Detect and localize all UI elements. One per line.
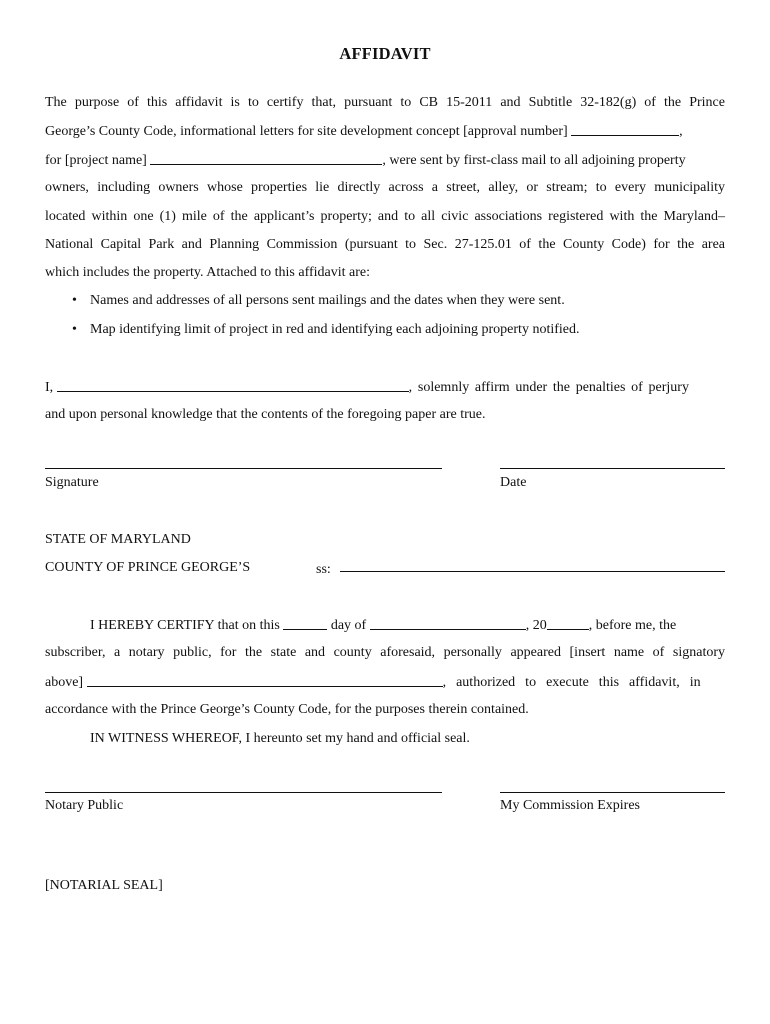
certify-line2: subscriber, a notary public, for the state and county aforesaid, personally appeared [insert name of signatory	[45, 645, 725, 660]
affiant-name-blank[interactable]	[57, 377, 409, 392]
commission-expiry-line[interactable]	[500, 792, 725, 793]
signatory-name-blank[interactable]	[87, 672, 443, 687]
county-label: COUNTY OF PRINCE GEORGE’S	[45, 560, 251, 575]
day-blank[interactable]	[283, 615, 327, 630]
para1-line3-text: for [project name]	[45, 153, 147, 168]
para1-line6: National Capital Park and Planning Commission (pursuant to Sec. 27-125.01 of the County Code) for the area	[45, 237, 725, 252]
signature-line[interactable]	[45, 468, 442, 469]
para1-line7: which includes the property. Attached to this affidavit are:	[45, 265, 371, 280]
bullet-text-2: Map identifying limit of project in red and identifying each adjoining property notified.	[90, 322, 580, 337]
certify-line1	[90, 615, 725, 635]
state-label: STATE OF MARYLAND	[45, 532, 191, 547]
certify-tail: , authorized to execute this affidavit, in	[442, 675, 701, 690]
notary-signature-line[interactable]	[45, 792, 442, 793]
bullet-icon: •	[72, 293, 77, 308]
affirm-tail: , solemnly affirm under the penalties of perjury	[408, 380, 689, 395]
commission-label: My Commission Expires	[500, 798, 641, 813]
ss-label: ss:	[316, 562, 331, 577]
para1-line2-text: George’s County Code, informational letters for site development concept [approval number]	[45, 124, 568, 139]
bullet-icon: •	[72, 322, 77, 337]
date-label: Date	[500, 475, 527, 490]
bullet-item-2	[72, 320, 580, 340]
para1-line2-comma: ,	[679, 124, 683, 139]
para1-line5: located within one (1) mile of the applicant’s property; and to all civic associations registered with the Maryland–	[45, 209, 725, 224]
bullet-item-1	[72, 291, 565, 311]
certify-text-a: I HEREBY CERTIFY that on this	[90, 618, 280, 633]
approval-number-blank[interactable]	[571, 121, 679, 136]
bullet-text-1: Names and addresses of all persons sent mailings and the dates when they were sent.	[90, 293, 565, 308]
year-blank[interactable]	[547, 615, 589, 630]
project-name-blank[interactable]	[150, 150, 382, 165]
certify-line3	[45, 672, 725, 692]
date-line[interactable]	[500, 468, 725, 469]
certify-text-b: day of	[330, 618, 367, 633]
para1-line3-tail: , were sent by first-class mail to all adjoining property	[382, 153, 686, 168]
witness-line: IN WITNESS WHEREOF, I hereunto set my hand and official seal.	[90, 731, 470, 746]
certify-line4: accordance with the Prince George’s County Code, for the purposes therein contained.	[45, 702, 529, 717]
certify-text-c: , 20	[525, 618, 547, 633]
document-title: AFFIDAVIT	[339, 44, 431, 63]
affirm-line1	[45, 377, 725, 397]
affirm-line2: and upon personal knowledge that the contents of the foregoing paper are true.	[45, 407, 486, 422]
notarial-seal-label: [NOTARIAL SEAL]	[45, 878, 163, 893]
certify-text-d: , before me, the	[588, 618, 677, 633]
notary-label: Notary Public	[45, 798, 124, 813]
month-blank[interactable]	[370, 615, 526, 630]
para1-line3	[45, 150, 725, 170]
signature-label: Signature	[45, 475, 99, 490]
para1-line2	[45, 121, 725, 141]
certify-above: above]	[45, 675, 84, 690]
ss-line[interactable]	[340, 571, 725, 572]
para1-line1: The purpose of this affidavit is to certify that, pursuant to CB 15-2011 and Subtitle 32-182(g) of the Prince	[45, 95, 725, 110]
affirm-i: I,	[45, 380, 54, 395]
para1-line4: owners, including owners whose properties lie directly across a street, alley, or stream; to every municipality	[45, 180, 725, 195]
